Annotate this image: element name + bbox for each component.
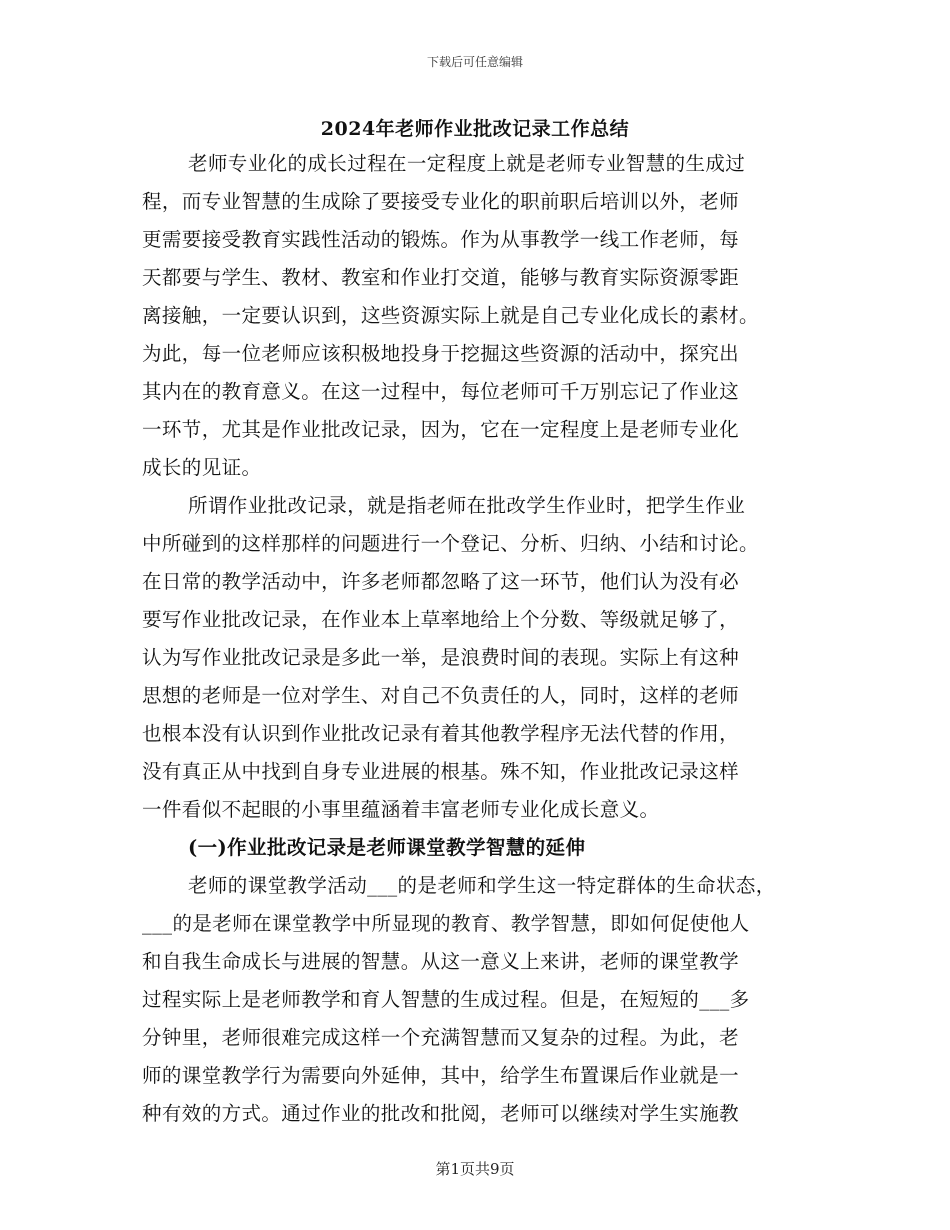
paragraph-line: 没有真正从中找到自身专业进展的根基。殊不知，作业批改记录这样 bbox=[142, 760, 740, 783]
paragraph-line: 老师专业化的成长过程在一定程度上就是老师专业智慧的生成过 bbox=[188, 152, 746, 175]
paragraph-line: 在日常的教学活动中，许多老师都忽略了这一环节，他们认为没有必 bbox=[142, 570, 740, 593]
paragraph-line: 种有效的方式。通过作业的批改和批阅，老师可以继续对学生实施教 bbox=[142, 1102, 740, 1125]
paragraph-line: 离接触，一定要认识到，这些资源实际上就是自己专业化成长的素材。 bbox=[142, 304, 759, 327]
paragraph-line: ___的是老师在课堂教学中所显现的教育、教学智慧，即如何促使他人 bbox=[142, 912, 750, 935]
paragraph-line: 和自我生命成长与进展的智慧。从这一意义上来讲，老师的课堂教学 bbox=[142, 950, 740, 973]
paragraph-line: 老师的课堂教学活动___的是老师和学生这一特定群体的生命状态， bbox=[188, 874, 776, 897]
paragraph-line: 所谓作业批改记录，就是指老师在批改学生作业时，把学生作业 bbox=[188, 494, 746, 517]
page-footer: 第1页共9页 bbox=[435, 1160, 515, 1178]
paragraph-line: 为此，每一位老师应该积极地投身于挖掘这些资源的活动中，探究出 bbox=[142, 342, 740, 365]
paragraph-line: 也根本没有认识到作业批改记录有着其他教学程序无法代替的作用， bbox=[142, 722, 740, 745]
paragraph-line: 程，而专业智慧的生成除了要接受专业化的职前职后培训以外，老师 bbox=[142, 190, 740, 213]
header-note: 下载后可任意编辑 bbox=[426, 55, 523, 69]
section-heading: (一)作业批改记录是老师课堂教学智慧的延伸 bbox=[188, 836, 586, 859]
paragraph-line: 认为写作业批改记录是多此一举，是浪费时间的表现。实际上有这种 bbox=[142, 646, 740, 669]
paragraph-line: 师的课堂教学行为需要向外延伸，其中，给学生布置课后作业就是一 bbox=[142, 1064, 740, 1087]
paragraph-line: 中所碰到的这样那样的问题进行一个登记、分析、归纳、小结和讨论。 bbox=[142, 532, 759, 555]
document-title: 2024年老师作业批改记录工作总结 bbox=[320, 118, 630, 140]
paragraph-line: 天都要与学生、教材、教室和作业打交道，能够与教育实际资源零距 bbox=[142, 266, 740, 289]
paragraph-line: 过程实际上是老师教学和育人智慧的生成过程。但是，在短短的___多 bbox=[142, 988, 750, 1011]
paragraph-line: 一环节，尤其是作业批改记录，因为，它在一定程度上是老师专业化 bbox=[142, 418, 740, 441]
paragraph-line: 分钟里，老师很难完成这样一个充满智慧而又复杂的过程。为此，老 bbox=[142, 1026, 740, 1049]
paragraph-line: 一件看似不起眼的小事里蕴涵着丰富老师专业化成长意义。 bbox=[142, 798, 660, 821]
paragraph-line: 成长的见证。 bbox=[142, 456, 262, 479]
paragraph-line: 更需要接受教育实践性活动的锻炼。作为从事教学一线工作老师，每 bbox=[142, 228, 740, 251]
paragraph-line: 思想的老师是一位对学生、对自己不负责任的人，同时，这样的老师 bbox=[142, 684, 740, 707]
paragraph-line: 其内在的教育意义。在这一过程中，每位老师可千万别忘记了作业这 bbox=[142, 380, 740, 403]
paragraph-line: 要写作业批改记录，在作业本上草率地给上个分数、等级就足够了， bbox=[142, 608, 740, 631]
